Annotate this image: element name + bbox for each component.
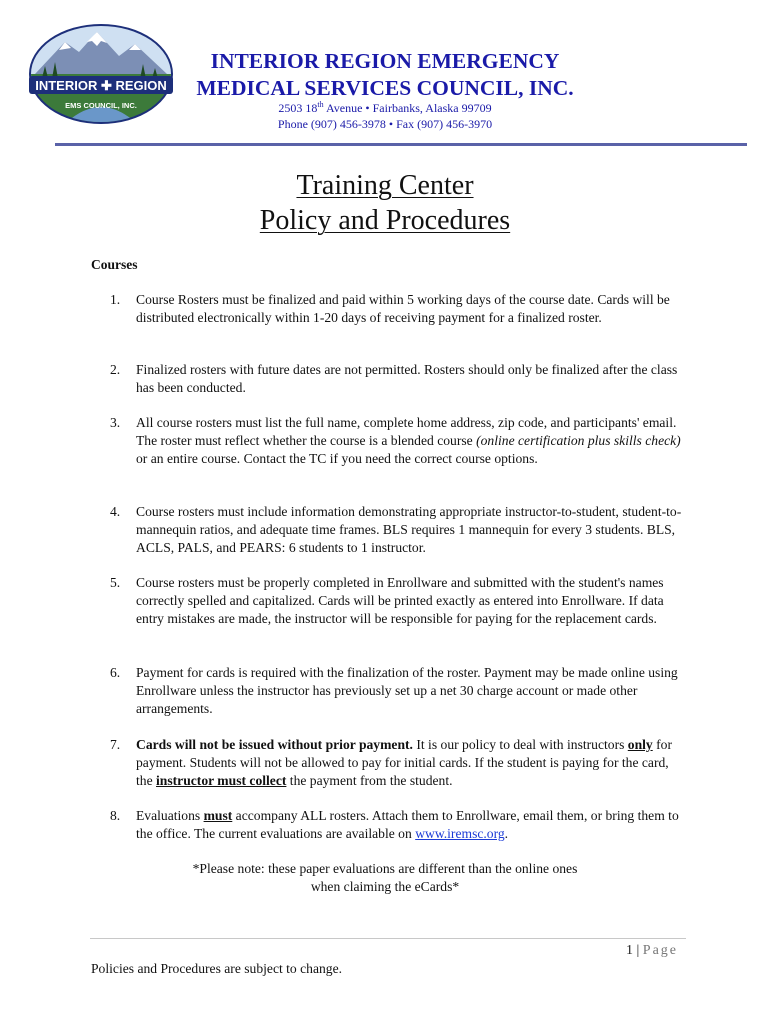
footer-divider — [90, 938, 686, 939]
item-text-part: Evaluations — [136, 808, 204, 823]
item-text — [136, 807, 688, 843]
logo-text: INTERIOR ✚ REGION — [35, 78, 167, 93]
item-text: Finalized rosters with future dates are not permitted. Rosters should only be finalized after the class has been conducted. — [136, 362, 678, 395]
item-number: 3. — [110, 415, 121, 430]
evaluation-note — [0, 860, 770, 896]
item-number: 6. — [110, 665, 121, 680]
address-number: 2503 18 — [278, 101, 318, 115]
page-number-value: 1 — [625, 943, 633, 958]
organization-name-line-2: MEDICAL SERVICES COUNCIL, INC. — [196, 76, 574, 100]
item-text — [136, 414, 688, 468]
item-text-italic: (online certification plus skills check) — [476, 433, 681, 448]
section-heading: Courses — [91, 257, 138, 272]
item-text-emphasis-must: must — [203, 808, 233, 823]
council-logo — [27, 22, 175, 126]
item-number: 1. — [110, 292, 121, 307]
logo-subtext: EMS COUNCIL, INC. — [65, 101, 137, 110]
item-number: 5. — [110, 575, 121, 590]
page-word: Page — [642, 943, 678, 958]
page-number — [560, 943, 678, 959]
item-text: Course Rosters must be finalized and paid within 5 working days of the course date. Cards will be distributed electronically within 1-20 days of receiving payment for a finalized roster. — [136, 292, 670, 325]
note-line-1: *Please note: these paper evaluations are different than the online ones — [192, 861, 578, 876]
item-text-emphasis-collect: instructor must collect — [156, 773, 287, 788]
header-divider — [55, 143, 747, 146]
address-line — [180, 100, 590, 116]
organization-name-line-1: INTERIOR REGION EMERGENCY — [210, 49, 560, 73]
item-text-part: the payment from the student. — [286, 773, 453, 788]
address-rest: Avenue • Fairbanks, Alaska 99709 — [323, 101, 492, 115]
footer-text: Policies and Procedures are subject to change. — [91, 961, 343, 976]
website-link[interactable]: www.iremsc.org — [415, 826, 505, 841]
organization-contact — [180, 100, 590, 132]
item-number: 4. — [110, 504, 121, 519]
item-text: Course rosters must include information demonstrating appropriate instructor-to-student, student-to-mannequin ratios, and adequate time frames. BLS requires 1 mannequin for every 3 students. BLS, ACLS, PALS, and PEARS: 6 students to 1 instructor. — [136, 504, 682, 555]
page-number-separator: | — [632, 943, 643, 958]
item-text: Course rosters must be properly completed in Enrollware and submitted with the student's names correctly spelled and capitalized. Cards will be printed exactly as entered into Enrollware. If data entry mistakes are made, the instructor will be responsible for paying for the replacement cards. — [136, 575, 664, 626]
title-line-2: Policy and Procedures — [259, 205, 511, 236]
item-text: Payment for cards is required with the finalization of the roster. Payment may be made online using Enrollware unless the instructor has previously set up a net 30 charge account or made other arrangements. — [136, 665, 678, 716]
item-text-part: . — [504, 826, 509, 841]
item-text-part: All course rosters must list the full name, complete home address, zip code, and participants' email. The roster must reflect whether the course is a blended course — [136, 415, 677, 448]
phone-line: Phone (907) 456-3978 • Fax (907) 456-3970 — [277, 117, 493, 131]
item-text-bold: Cards will not be issued without prior payment. — [136, 737, 413, 752]
item-text-part: accompany ALL rosters. Attach them to Enrollware, email them, or bring them to the office. The current evaluations are available on — [136, 808, 679, 841]
item-text-part: It is our policy to deal with instructors — [412, 737, 628, 752]
item-text-emphasis-only: only — [627, 737, 653, 752]
address-suffix: th — [317, 100, 324, 109]
item-text — [136, 736, 688, 790]
item-number: 8. — [110, 808, 121, 823]
note-line-2: when claiming the eCards* — [310, 879, 460, 894]
title-line-1: Training Center — [296, 170, 474, 201]
item-text-part: or an entire course. Contact the TC if you need the correct course options. — [136, 451, 538, 466]
item-number: 7. — [110, 737, 121, 752]
item-number: 2. — [110, 362, 121, 377]
document-title — [0, 168, 770, 238]
item-text-part: for payment. Students will not be allowed to pay for initial cards. If the student is paying for the card, the — [136, 737, 672, 788]
organization-name — [180, 48, 590, 102]
